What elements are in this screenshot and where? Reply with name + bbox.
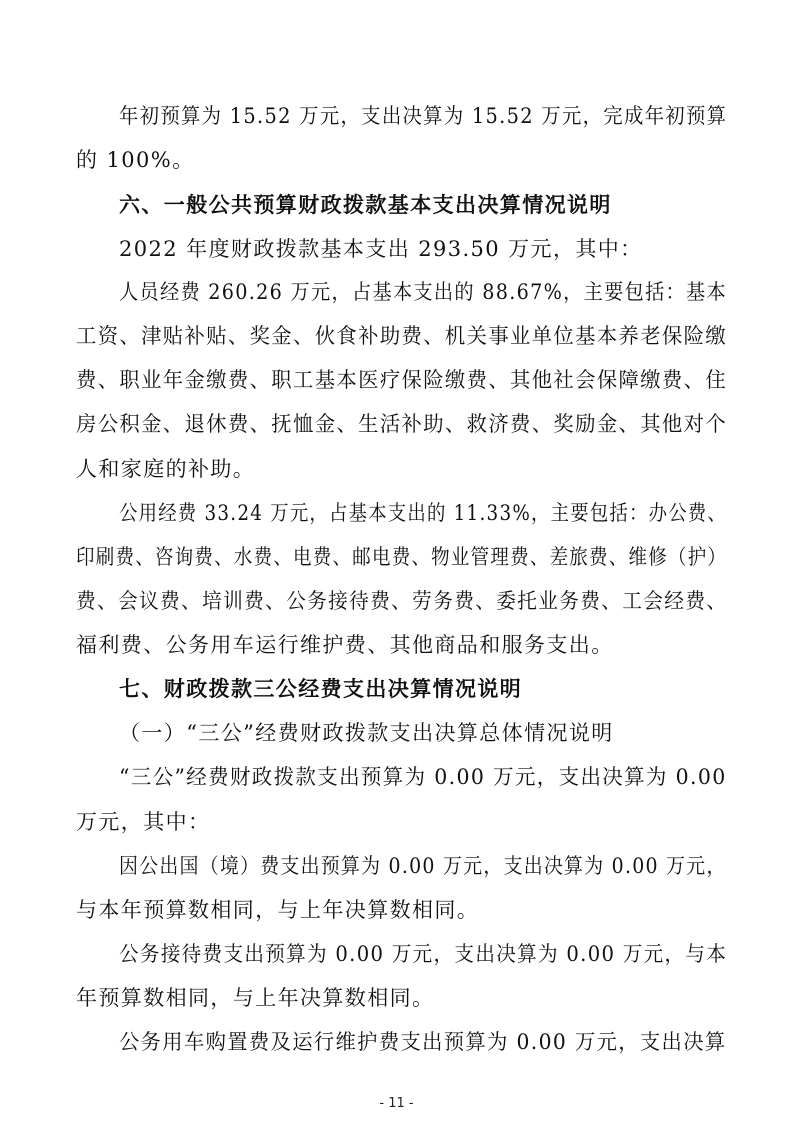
paragraph-line: 工资、津贴补贴、奖金、伙食补助费、机关事业单位基本养老保险缴 bbox=[76, 324, 728, 348]
paragraph-line: 公用经费 33.24 万元，占基本支出的 11.33%，主要包括：办公费、 bbox=[119, 501, 727, 525]
paragraph-line: 2022 年度财政拨款基本支出 293.50 万元，其中： bbox=[119, 237, 643, 261]
paragraph-line: 公务用车购置费及运行维护费支出预算为 0.00 万元，支出决算 bbox=[119, 1030, 727, 1054]
paragraph-line: 印刷费、咨询费、水费、电费、邮电费、物业管理费、差旅费、维修（护） bbox=[76, 545, 728, 569]
paragraph-line: 与本年预算数相同，与上年决算数相同。 bbox=[76, 898, 480, 922]
page-number: - 11 - bbox=[379, 1096, 414, 1111]
section-heading-seven: 七、财政拨款三公经费支出决算情况说明 bbox=[119, 677, 523, 701]
paragraph-line: 万元，其中： bbox=[76, 810, 211, 834]
paragraph-line: 人和家庭的补助。 bbox=[76, 457, 256, 481]
paragraph-line: 年预算数相同，与上年决算数相同。 bbox=[76, 986, 435, 1010]
paragraph-line: 人员经费 260.26 万元，占基本支出的 88.67%，主要包括：基本 bbox=[119, 280, 727, 304]
paragraph-line: 的 100%。 bbox=[76, 148, 195, 172]
paragraph-line: 费、职业年金缴费、职工基本医疗保险缴费、其他社会保障缴费、住 bbox=[76, 368, 728, 392]
paragraph-line: “三公”经费财政拨款支出预算为 0.00 万元，支出决算为 0.00 bbox=[119, 765, 727, 789]
paragraph-line: 费、会议费、培训费、公务接待费、劳务费、委托业务费、工会经费、 bbox=[76, 589, 728, 613]
paragraph-line: 公务接待费支出预算为 0.00 万元，支出决算为 0.00 万元，与本 bbox=[119, 942, 728, 966]
paragraph-line: 房公积金、退休费、抚恤金、生活补助、救济费、奖励金、其他对个 bbox=[76, 412, 728, 436]
paragraph-line: 因公出国（境）费支出预算为 0.00 万元，支出决算为 0.00 万元， bbox=[119, 854, 727, 878]
paragraph-line: 福利费、公务用车运行维护费、其他商品和服务支出。 bbox=[76, 633, 614, 657]
paragraph-line: 年初预算为 15.52 万元，支出决算为 15.52 万元，完成年初预算 bbox=[119, 104, 728, 128]
section-heading-six: 六、一般公共预算财政拨款基本支出决算情况说明 bbox=[119, 193, 612, 217]
subsection-heading: （一）“三公”经费财政拨款支出决算总体情况说明 bbox=[119, 721, 614, 745]
